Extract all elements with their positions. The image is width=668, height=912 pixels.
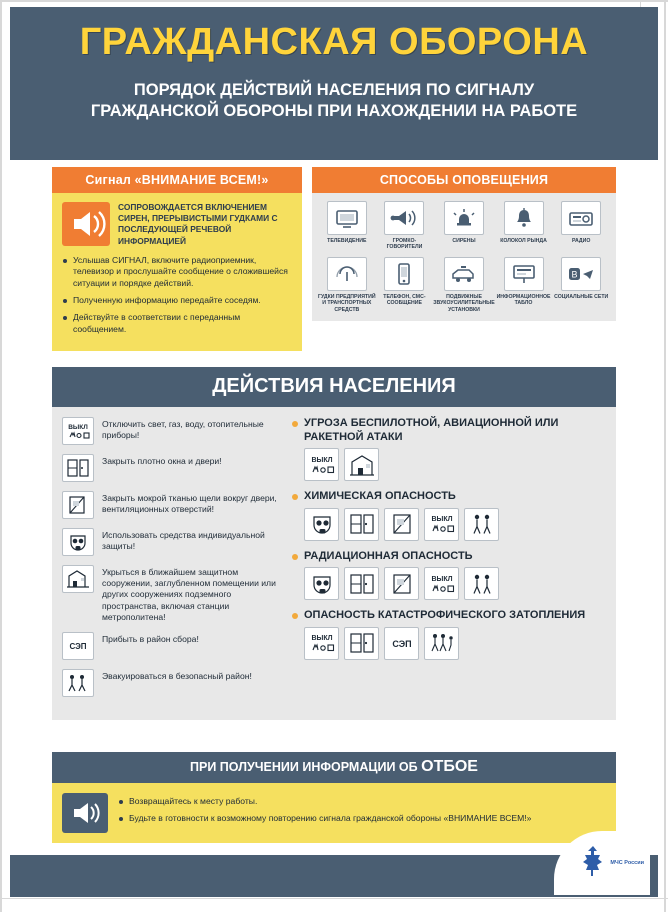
megaphone-icon	[384, 201, 424, 235]
loudspeaker-icon	[62, 202, 110, 246]
list-item	[62, 565, 282, 623]
notification-panel-header: СПОСОБЫ ОПОВЕЩЕНИЯ	[312, 167, 616, 193]
evacuation-icon	[464, 567, 499, 600]
list-item-label: СОЦИАЛЬНЫЕ СЕТИ	[554, 293, 609, 300]
list-item-text: Прибыть в район сбора!	[102, 634, 199, 645]
list-item: Услышав СИГНАЛ, включите радиоприемник, телевизор и прослушайте сообщение о сложившейся ситуации и порядке действий.	[62, 255, 292, 289]
signal-panel-body	[52, 193, 302, 351]
all-clear-header-prefix: ПРИ ПОЛУЧЕНИИ ИНФОРМАЦИИ ОБ	[190, 760, 422, 774]
gas-mask-icon	[62, 528, 94, 556]
page-title: ГРАЖДАНСКАЯ ОБОРОНА	[79, 21, 589, 63]
power-off-icon	[304, 448, 339, 481]
list-item-label: ПОДВИЖНЫЕ ЗВУКОУСИЛИТЕЛЬНЫЕ УСТАНОВКИ	[433, 293, 495, 313]
list-item: Возвращайтесь к месту работы.	[118, 796, 531, 807]
signal-bullets	[62, 255, 292, 335]
power-off-icon	[424, 567, 459, 600]
list-item	[62, 528, 282, 556]
list-item: Действуйте в соответствии с переданным сообщением.	[62, 312, 292, 335]
close-window-door-icon	[62, 454, 94, 482]
svg-text:ВЫКЛ: ВЫКЛ	[430, 516, 453, 523]
evacuation-icon	[464, 508, 499, 541]
svg-text:B: B	[571, 269, 578, 280]
radio-icon	[561, 201, 601, 235]
list-item	[318, 257, 376, 313]
threat-title: РАДИАЦИОННАЯ ОПАСНОСТЬ	[292, 550, 606, 564]
threat-title: УГРОЗА БЕСПИЛОТНОЙ, АВИАЦИОННОЙ ИЛИ РАКЕТНОЙ АТАКИ	[292, 417, 606, 444]
list-item: Будьте в готовности к возможному повторению сигнала гражданской обороны «ВНИМАНИЕ ВСЕМ!»	[118, 813, 531, 824]
threat-icons	[292, 567, 606, 600]
frame-right	[664, 0, 666, 912]
threat-icons	[292, 627, 606, 660]
info-board-icon	[504, 257, 544, 291]
power-off-icon	[304, 627, 339, 660]
list-item	[376, 201, 434, 251]
social-networks-icon	[561, 257, 601, 291]
sep-point-icon	[384, 627, 419, 660]
signal-panel-header: Сигнал «ВНИМАНИЕ ВСЕМ!»	[52, 167, 302, 193]
actions-section	[52, 367, 616, 720]
list-item-label: ИНФОРМАЦИОННОЕ ТАБЛО	[496, 293, 551, 307]
title-block	[10, 7, 658, 160]
threat-icons	[292, 448, 606, 481]
list-item-label: СИРЕНЫ	[452, 238, 476, 244]
horn-signal-icon	[327, 257, 367, 291]
list-item	[552, 201, 610, 251]
svg-text:СЭП: СЭП	[69, 642, 87, 652]
power-off-icon	[424, 508, 459, 541]
signal-panel	[52, 167, 302, 351]
threat-title: ХИМИЧЕСКАЯ ОПАСНОСТЬ	[292, 490, 606, 504]
actions-body	[52, 407, 616, 720]
list-item-text	[102, 565, 282, 623]
gas-mask-icon	[304, 567, 339, 600]
page-subtitle-line1: ПОРЯДОК ДЕЙСТВИЙ НАСЕЛЕНИЯ ПО СИГНАЛУ	[133, 81, 535, 99]
page-subtitle-line2: ГРАЖДАНСКОЙ ОБОРОНЫ ПРИ НАХОЖДЕНИИ НА РАБОТЕ	[90, 102, 578, 120]
svg-text:ВЫКЛ: ВЫКЛ	[310, 635, 333, 642]
threat-block	[292, 550, 606, 601]
close-window-door-icon	[344, 567, 379, 600]
emblem-label: МЧС России	[610, 859, 644, 866]
threat-title: ОПАСНОСТЬ КАТАСТРОФИЧЕСКОГО ЗАТОПЛЕНИЯ	[292, 609, 606, 623]
sep-point-icon	[62, 632, 94, 660]
threat-block	[292, 609, 606, 660]
list-item	[552, 257, 610, 313]
all-clear-bullets	[118, 796, 531, 831]
list-item-label: ТЕЛЕФОН, СМС-СООБЩЕНИЕ	[383, 293, 426, 307]
shelter-icon	[344, 448, 379, 481]
list-item	[62, 454, 282, 482]
power-off-icon	[62, 417, 94, 445]
all-clear-header	[52, 752, 616, 783]
seal-cracks-icon	[384, 567, 419, 600]
list-item-label: ГУДКИ ПРЕДПРИЯТИЙ И ТРАНСПОРТНЫХ СРЕДСТВ	[318, 293, 376, 313]
all-clear-section	[52, 752, 616, 843]
all-clear-header-strong: ОТБОЕ	[421, 758, 478, 775]
notification-panel-body	[312, 193, 616, 321]
page-subtitle	[10, 80, 658, 122]
seal-cracks-icon	[384, 508, 419, 541]
list-item-text-part: Укрыться в ближайшем защитном сооружении, заглубленном помещении или других сооружениях подземного пространства, включая станции метрополитена!	[102, 567, 276, 622]
notification-grid	[318, 201, 610, 313]
list-item-text: Отключить свет, газ, воду, отопительные приборы!	[102, 419, 264, 441]
list-item	[62, 632, 282, 660]
close-window-door-icon	[344, 508, 379, 541]
threat-icons	[292, 508, 606, 541]
list-item-label: ГРОМКО-ГОВОРИТЕЛИ	[386, 238, 423, 251]
close-window-door-icon	[344, 627, 379, 660]
list-item	[62, 417, 282, 445]
svg-text:ВЫКЛ: ВЫКЛ	[430, 575, 453, 583]
poster	[10, 7, 658, 897]
list-item-label: ТЕЛЕВИДЕНИЕ	[327, 238, 367, 244]
list-item-label: КОЛОКОЛ РЫНДА	[500, 238, 547, 244]
actions-header: ДЕЙСТВИЯ НАСЕЛЕНИЯ	[52, 367, 616, 407]
seal-cracks-icon	[62, 491, 94, 519]
list-item	[495, 257, 553, 313]
list-item-text: Закрыть мокрой тканью щели вокруг двери, вентиляционных отверстий!	[102, 493, 277, 515]
list-item	[376, 257, 434, 313]
threat-block	[292, 490, 606, 541]
list-item-text: Эвакуироваться в безопасный район!	[102, 671, 252, 682]
loudspeaker-car-icon	[444, 257, 484, 291]
evacuation-icon	[424, 627, 459, 660]
all-clear-body	[52, 783, 616, 843]
svg-text:ВЫКЛ: ВЫКЛ	[310, 456, 333, 464]
list-item: Полученную информацию передайте соседям.	[62, 295, 292, 306]
actions-left-column	[52, 417, 288, 706]
mobile-sms-icon	[384, 257, 424, 291]
bell-icon	[504, 201, 544, 235]
gas-mask-icon	[304, 508, 339, 541]
list-item	[433, 201, 494, 251]
frame-left	[0, 0, 2, 912]
actions-right-column	[288, 417, 616, 706]
list-item	[318, 201, 376, 251]
loudspeaker-icon	[62, 793, 108, 833]
threat-block	[292, 417, 606, 481]
list-item-text: Закрыть плотно окна и двери!	[102, 456, 222, 466]
list-item-text: Использовать средства индивидуальной защиты!	[102, 530, 265, 552]
list-item-label: РАДИО	[571, 238, 591, 244]
notification-panel	[312, 167, 616, 321]
shelter-icon	[62, 565, 94, 593]
frame-bottom	[0, 898, 668, 899]
evacuation-icon	[62, 669, 94, 697]
list-item	[62, 491, 282, 519]
list-item	[495, 201, 553, 251]
tv-icon	[327, 201, 367, 235]
signal-caption-row	[62, 202, 292, 247]
list-item	[62, 669, 282, 697]
svg-text:СЭП: СЭП	[391, 639, 412, 649]
svg-text:ВЫКЛ: ВЫКЛ	[68, 424, 88, 431]
list-item	[433, 257, 494, 313]
siren-icon	[444, 201, 484, 235]
frame-top	[0, 0, 668, 2]
signal-caption: СОПРОВОЖДАЕТСЯ ВКЛЮЧЕНИЕМ СИРЕН, ПРЕРЫВИСТЫМИ ГУДКАМИ С ПОСЛЕДУЮЩЕЙ РЕЧЕВОЙ ИНФОРМАЦИЕЙ	[118, 202, 278, 246]
